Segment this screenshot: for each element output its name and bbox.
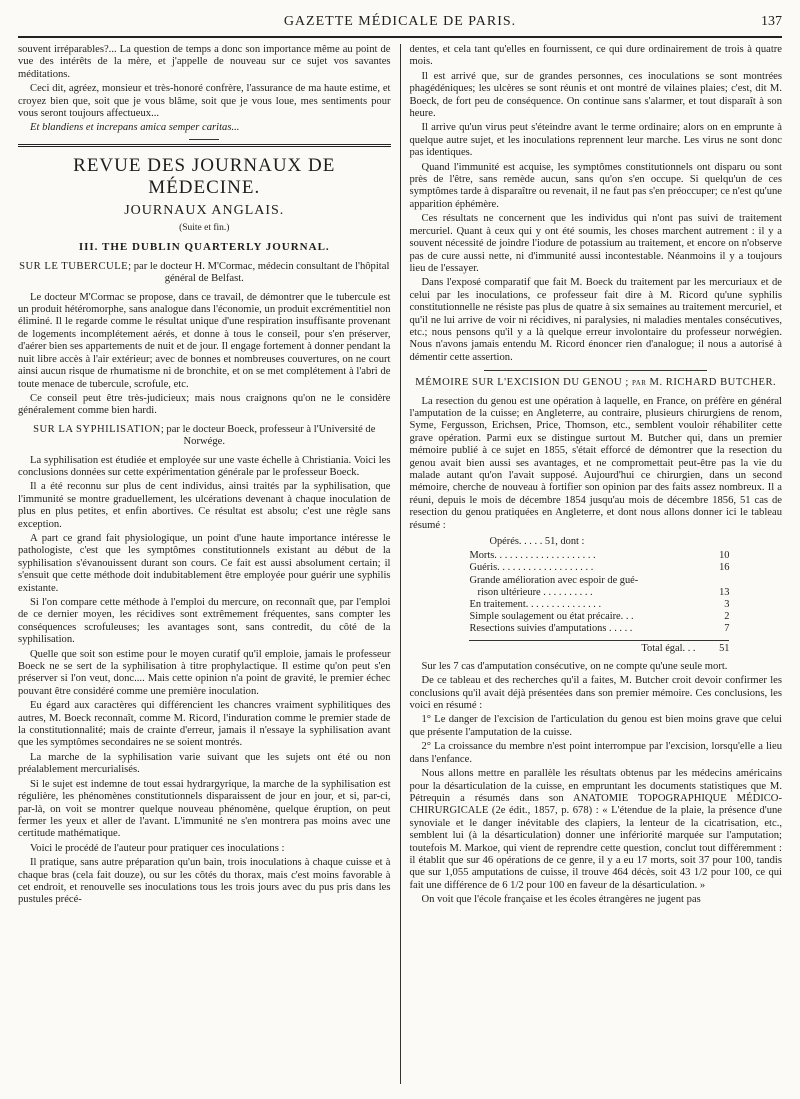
article-paragraph: De ce tableau et des recherches qu'il a faites, M. Butcher croit devoir confirmer les conclusions qu'il avait déjà présentées dans son premier mémoire. Ces conclusions, les voici en résumé : [409,675,782,712]
section-rule [484,370,708,371]
article-paragraph: Voici le procédé de l'auteur pour pratiquer ces inoculations : [30,842,285,854]
article-paragraph: Quelle que soit son estime pour le moyen curatif qu'il emploie, jamais le professeur Boeck ne se sert de la syphilisation à titre prophylactique. Il estime qu'on peut s'en préserver si l'on veut, donc.... Mais cette opinion n'a point de gravité, le premier échec pouvant être considéré comme une première inoculation. [18,648,391,697]
article-title-rest: ; par le docteur Boeck, professeur à l'Université de Norwége. [160,423,376,448]
intro-paragraph: Ceci dit, agréez, monsieur et très-honoré confrère, l'assurance de ma haute estime, et croyez bien que, soit que je vous blâme, soit que je vous loue, mes sentiments pour vous seront toujours affectueux... [18,83,391,120]
article-paragraph: Nous allons mettre en parallèle les résultats obtenus par les médecins américains pour la désarticulation de la cuisse, en empruntant les documents statistiques que M. Pétrequin a résumés dans son ANATOMIE TOPOGRAPHIQUE MÉDICO-CHIRURGICALE (2e édit., 1857, p. 678) : « L'étendue de la plaie, la présence d'une synoviale et le danger inévitable des clapiers, la lenteur de la cicatrisation, etc., semblent lui (à la désarticulation) donner une infériorité marquée sur l'amputation; toutefois M. Markoe, qui vient de reprendre cette question, conclut tout différemment : il établit que sur 46 opérations de ce genre, il y a eu 17 morts, soit 37 pour 100, tandis que sur 1,055 amputations de cuisse, il trouve 464 décès, soit 43 1/2 pour 100, ce qui fait une différence de 6 1/2 pour 100 en faveur de la désarticulation. » [409,768,782,891]
page-header [18,14,782,38]
article-title-rest: ; par le docteur H. M'Cormac, médecin consultant de l'hôpital général de Belfast. [128,260,390,285]
section-note: (Suite et fin.) [179,222,230,233]
results-table-header: Opérés. . . . . 51, dont : [489,536,585,548]
article-paragraph: Il arrive qu'un virus peut s'éteindre avant le terme ordinaire; alors on en emprunte à quelque autre sujet, et les inoculations reprennent leur marche. Les virus ne sont donc pas identiques. [409,122,782,159]
article-paragraph: La resection du genou est une opération à laquelle, en France, on préfère en général l'amputation de la cuisse; en Angleterre, au contraire, plusieurs chirurgiens de renom, Syme, Fergusson, Erichsen, Price, Thomson, etc., semblent vouloir réhabiliter cette grave opération. Parmi eux se distingue surtout M. Butcher qui, dans un premier mémoire publié à ce sujet en 1855, s'était efforcé de démontrer que la resection du genou avait bien aussi ses avantages, et ne compromettait peut-être pas la vie du malade autant qu'on l'avait supposé. Aujourd'hui ce chirurgien, dans un second mémoire, cherche de nouveau à fortifier son opinion par des faits assez nombreux. Il a réuni, depuis le mois de décembre 1854 jusqu'au mois de décembre 1856, 51 cas de resection du genou pratiquées en Angleterre, et dont nous allons donner ici le tableau résumé : [409,395,782,531]
article-paragraph: La syphilisation est étudiée et employée sur une vaste échelle à Christiania. Voici les conclusions données sur cette expérimentation générale par le professeur Boeck. [18,454,391,478]
intro-paragraph: souvent irréparables?... La question de temps a donc son importance même au point de vue des intérêts de la mère, et j'appelle de nouveau sur ce sujet vos savantes méditations. [18,44,391,80]
page-number: 137 [761,14,782,29]
column-divider [400,44,401,1084]
article-paragraph: Dans l'exposé comparatif que fait M. Boeck du traitement par les mercuriaux et de celui par les inoculations, ce professeur fait dire à M. Ricord qu'une syphilis constitutionnelle ne résiste pas plus de quatre à six semaines au traitement mercuriel, et qu'il ne lui arrive de voir ni récidives, ni paralysies, ni maladies mentales consécutives, etc.; nous pensons qu'il y a là quelque erreur involontaire du professeur norwégien. Nous n'avons jamais entendu M. Ricord énoncer rien d'analogue; il nous a autorisé à démentir cette assertion. [409,277,782,363]
article-paragraph: 1° Le danger de l'excision de l'articulation du genou est bien moins grave que celui que présente l'amputation de la cuisse. [409,714,782,738]
article-paragraph: Ce conseil peut être très-judicieux; mais nous craignons qu'on ne le considère généralement comme bien hardi. [18,392,391,417]
article-title-lead: SUR LA SYPHILISATION [33,423,161,435]
left-column [18,44,391,1084]
right-column [409,44,782,1084]
article-paragraph: Sur les 7 cas d'amputation consécutive, on ne compte qu'une seule mort. [421,660,728,672]
article-paragraph: Eu égard aux caractères qui différencient les chancres vraiment syphilitiques des autres, M. Boeck reconnaît, comme M. Ricord, l'induration comme le premier stade de la constitutionnalité; mais de crainte d'erreur, jamais il n'essaye la syphilisation avant que les symptômes secondaires ne se soient montrés. [18,700,391,749]
closing-quote: Et blandiens et increpans amica semper caritas... [30,122,240,134]
journal-title: GAZETTE MÉDICALE DE PARIS. [283,14,517,29]
article-paragraph: Si l'on compare cette méthode à l'emploi du mercure, on reconnaît que, par l'emploi de ce dernier moyen, les récidives sont extrêmement fréquentes, sans compter les conséquences scrofuleuses; les avantages sont, sans contredit, du côté de la syphilisation. [18,597,391,646]
article-paragraph: Il a été reconnu sur plus de cent individus, ainsi traités par la syphilisation, que l'immunité se montre graduellement, les ulcérations devenant à chaque inoculation de plus en plus petites, et enfin abortives. Ce résultat est absolu; c'est une règle sans exception. [18,481,391,530]
article-paragraph: Il pratique, sans autre préparation qu'un bain, trois inoculations à chaque cuisse et à chaque bras (cela fait douze), ou sur les côtés du thorax, mais c'est moins favorable à cet endroit, et renouvelle ses inoculations tous les trois jours avec du pus pris dans les pustules précé- [18,857,391,906]
article-title-lead: SUR LE TUBERCULE [19,260,129,272]
results-table [469,536,729,655]
results-row: Simple soulagement ou état précaire. . . 2 [469,611,730,623]
two-column-body [18,44,782,1084]
article-title [18,424,391,449]
article-paragraph: dentes, et cela tant qu'elles en fournissent, ce qui dure ordinairement de trois à quatre mois. [409,44,782,68]
results-row: Guéris. . . . . . . . . . . . . . . . . . . 16 [469,562,730,574]
article-paragraph: Le docteur M'Cormac se propose, dans ce travail, de démontrer que le tubercule est un produit hétéromorphe, sans analogue dans l'économie, un produit excrémentitiel non éliminé. Il le regarde comme le résultat unique d'une respiration insuffisante provenant de logements incomplétement aérés, et donne à tous le conseil, pour s'en préserver, d'aérer bien ses appartements de nuit et de jour. Il engage fortement à donner pendant la nuit libre accès à l'air extérieur; avec de bonnes et nombreuses couvertures, on ne court ainsi aucun risque de rhumatisme ni de bronchite, et on se met complétement à l'abri de toute menace de tubercule, scrofule, etc. [18,291,391,390]
article-paragraph: Il est arrivé que, sur de grandes personnes, ces inoculations se sont montrées phagédéniques; les ulcères se sont réunis et ont montré de vilaines plaies; c'est, dit M. Boeck, de fort peu de conséquence. On continue sans s'alarmer, et tout disparaît à son heure. [409,70,782,120]
results-total: Total égal. . . 51 [469,640,729,655]
article-paragraph: Si le sujet est indemne de tout essai hydrargyrique, la marche de la syphilisation est régulière, les phénomènes constitutionnels disparaissent de jour en jour, et si, par-ci, par-là, on voit se montrer quelque nouveau phénomène, quelque éruption, on peut fermer les yeux et aller de l'avant. L'immunité ne s'en montrera pas moins avec une certitude mathématique. [18,778,391,840]
article-paragraph: Quand l'immunité est acquise, les symptômes constitutionnels ont disparu ou sont près de l'être, sans remède aucun, sans qu'on s'en occupe. Si quelqu'un de ces symptômes tarde à disparaître ou revenait, il ne faut pas s'en préoccuper; ce n'est qu'une apparition éphémère. [409,161,782,210]
results-row: Morts. . . . . . . . . . . . . . . . . . . . 10 [469,550,730,562]
results-row: En traitement. . . . . . . . . . . . . . . 3 [469,599,730,611]
journal-heading: III. THE DUBLIN QUARTERLY JOURNAL. [78,240,330,253]
results-row: Grande amélioration avec espoir de gué- [469,574,639,586]
article-paragraph: La marche de la syphilisation varie suivant que les sujets ont été ou non préalablement mercurialisés. [18,751,391,776]
section-subtitle: JOURNAUX ANGLAIS. [124,202,285,218]
double-rule [18,144,391,147]
memoire-heading: MÉMOIRE SUR L'EXCISION DU GENOU ; par M. RICHARD BUTCHER. [415,377,777,389]
section-title: REVUE DES JOURNAUX DE MÉDECINE. [73,154,336,198]
results-row: rison ultérieure . . . . . . . . . . 13 [477,586,730,598]
article-title [18,261,391,286]
article-paragraph: A part ce grand fait physiologique, un point d'une haute importance intéresse le pathologiste, c'est que les symptômes constitutionnels existant au début de la syphilisation s'évanouissent durant son cours. Ce fait est aussi absolument certain; il s'ensuit que cette méthode doit indubitablement être employée pour guérir une syphilis existante. [18,532,391,594]
article-paragraph: Ces résultats ne concernent que les individus qui n'ont pas suivi de traitement mercuriel. Quant à ceux qui y ont été soumis, les choses marchent autrement : il y a souvent nécessité de joindre l'iodure de potassium au traitement, et encore on n'observe pas de cure aussi nette, ni d'immunité aussi incontestable. Néanmoins il y a toujours lieu de l'essayer. [409,213,782,274]
article-paragraph: 2° La croissance du membre n'est point interrompue par l'excision, lorsqu'elle a lieu dans l'enfance. [409,741,782,765]
article-paragraph: On voit que l'école française et les écoles étrangères ne jugent pas [421,894,701,906]
short-rule [189,139,219,140]
results-row: Resections suivies d'amputations . . . . . 7 [469,623,730,635]
